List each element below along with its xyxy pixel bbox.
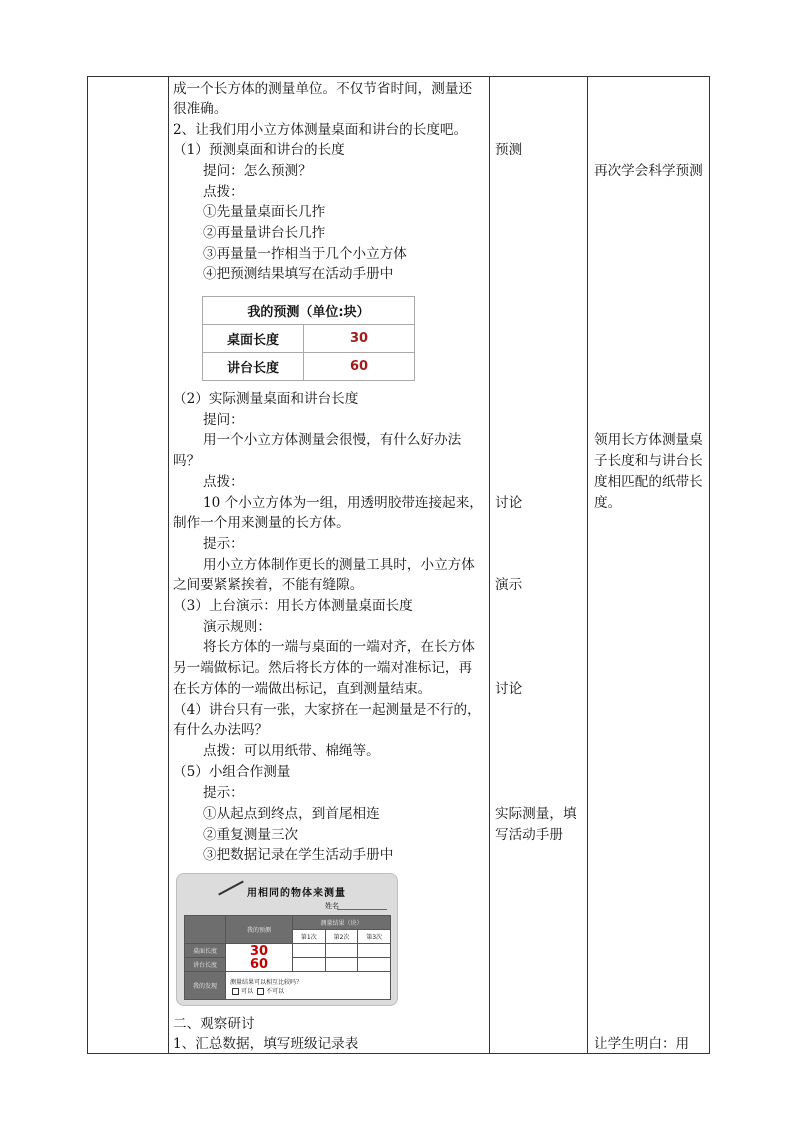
prediction-table (202, 296, 415, 381)
worksheet-trial: 第1次 (293, 930, 326, 944)
worksheet-options (230, 986, 390, 995)
worksheet-values (226, 944, 293, 972)
student-activity-item: 预测 (495, 142, 523, 158)
worksheet-table (184, 915, 391, 1000)
student-activity-item: 讨论 (495, 495, 523, 511)
section-heading: （4）讲台只有一张，大家挤在一起测量是不行的， (173, 702, 481, 718)
worksheet-cell (325, 944, 358, 958)
checkbox-icon (257, 988, 264, 995)
step-item: ④把预测结果填写在活动手册中 (203, 266, 394, 282)
prediction-row-label: 讲台长度 (203, 353, 304, 381)
worksheet-cell (325, 958, 358, 972)
worksheet-name-label: 姓名 (325, 902, 339, 910)
section-heading: （5）小组合作测量 (173, 764, 291, 780)
text-line: 点拨： (203, 474, 244, 490)
worksheet-col-results: 测量结果（块） (293, 916, 391, 930)
text-line: 吗？ (173, 453, 201, 469)
student-activity-column (490, 77, 588, 1054)
student-activity-item: 演示 (495, 577, 523, 593)
text-line: 演示规则： (203, 619, 271, 635)
worksheet-cell (293, 944, 326, 958)
empty-left-column (88, 77, 169, 1054)
text-line: 很准确。 (173, 101, 228, 117)
section-heading: （3）上台演示：用长方体测量桌面长度 (173, 598, 413, 614)
step-item: ③把数据记录在学生活动手册中 (203, 847, 394, 863)
worksheet-cell (358, 944, 391, 958)
text-line: 在长方体的一端做出标记，直到测量结束。 (173, 681, 432, 697)
worksheet-finding (226, 972, 391, 1000)
worksheet-trial: 第2次 (325, 930, 358, 944)
design-intent-item: 领用长方体测量桌子长度和与讲台长度相匹配的纸带长度。 (594, 432, 703, 511)
worksheet-cell (293, 958, 326, 972)
step-item: ①从起点到终点，到首尾相连 (203, 806, 380, 822)
worksheet-value: 30 (249, 943, 269, 959)
text-line: 1、汇总数据，填写班级记录表 (173, 1036, 359, 1052)
design-intent-item: 让学生明白：用 (594, 1036, 690, 1052)
student-activity-item: 讨论 (495, 681, 523, 697)
text-line: 之间要紧紧挨着，不能有缝隙。 (173, 577, 364, 593)
step-item: ②重复测量三次 (203, 827, 299, 843)
text-line: 用一个小立方体测量会很慢，有什么好办法 (203, 432, 462, 448)
text-line: 提问： (203, 412, 244, 428)
prediction-row-value: 30 (304, 325, 415, 353)
step-item: ②再量量讲台长几拃 (203, 225, 326, 241)
text-line: 有什么办法吗？ (173, 722, 269, 738)
worksheet-trial: 第3次 (358, 930, 391, 944)
text-line: 2、让我们用小立方体测量桌面和讲台的长度吧。 (173, 122, 468, 138)
text-line: 制作一个用来测量的长方体。 (173, 515, 350, 531)
text-line: 用小立方体制作更长的测量工具时，小立方体 (203, 557, 475, 573)
student-activity-item: 实际测量，填写活动手册 (495, 806, 577, 843)
worksheet-col-prediction: 我的预测 (226, 916, 293, 944)
design-intent-column (588, 77, 710, 1054)
text-line: 另一端做标记。然后将长方体的一端对准标记，再 (173, 660, 473, 676)
text-line: 点拨： (203, 184, 244, 200)
step-item: ①先量量桌面长几拃 (203, 204, 326, 220)
text-line: 成一个长方体的测量单位。不仅节省时间，测量还 (173, 81, 473, 97)
worksheet-option: 可以 (241, 987, 254, 995)
prediction-row-value: 60 (304, 353, 415, 381)
worksheet-title: 用相同的物体来测量 (247, 888, 346, 899)
text-line: 提问：怎么预测？ (203, 163, 312, 179)
worksheet-value: 60 (249, 956, 269, 972)
section-heading: 二、观察研讨 (173, 1016, 255, 1032)
worksheet-corner (185, 916, 226, 944)
prediction-table-title: 我的预测（单位:块） (203, 297, 415, 325)
design-intent-item: 再次学会科学预测 (594, 163, 703, 179)
text-line: 将长方体的一端与桌面的一端对齐，在长方体 (203, 639, 475, 655)
worksheet-row-label: 讲台长度 (185, 958, 226, 972)
checkbox-icon (232, 988, 239, 995)
worksheet-row-label: 桌面长度 (185, 944, 226, 958)
text-line: 点拨：可以用纸带、棉绳等。 (203, 743, 380, 759)
prediction-row-label: 桌面长度 (203, 325, 304, 353)
worksheet-finding-label: 我的发现 (185, 972, 226, 1000)
section-heading: （2）实际测量桌面和讲台长度 (173, 391, 359, 407)
worksheet-option: 不可以 (265, 987, 284, 995)
text-line: 提示： (203, 536, 244, 552)
worksheet-question: 测量结果可以相互比较吗？ (230, 978, 303, 986)
activity-worksheet-image (176, 873, 398, 1006)
pencil-icon (218, 881, 244, 896)
section-heading: （1）预测桌面和讲台的长度 (173, 142, 345, 158)
name-underline (337, 909, 387, 910)
worksheet-cell (358, 958, 391, 972)
text-line: 提示： (203, 785, 244, 801)
step-item: ③再量量一拃相当于几个小立方体 (203, 246, 407, 262)
text-line: 10 个小立方体为一组，用透明胶带连接起来， (203, 495, 483, 511)
